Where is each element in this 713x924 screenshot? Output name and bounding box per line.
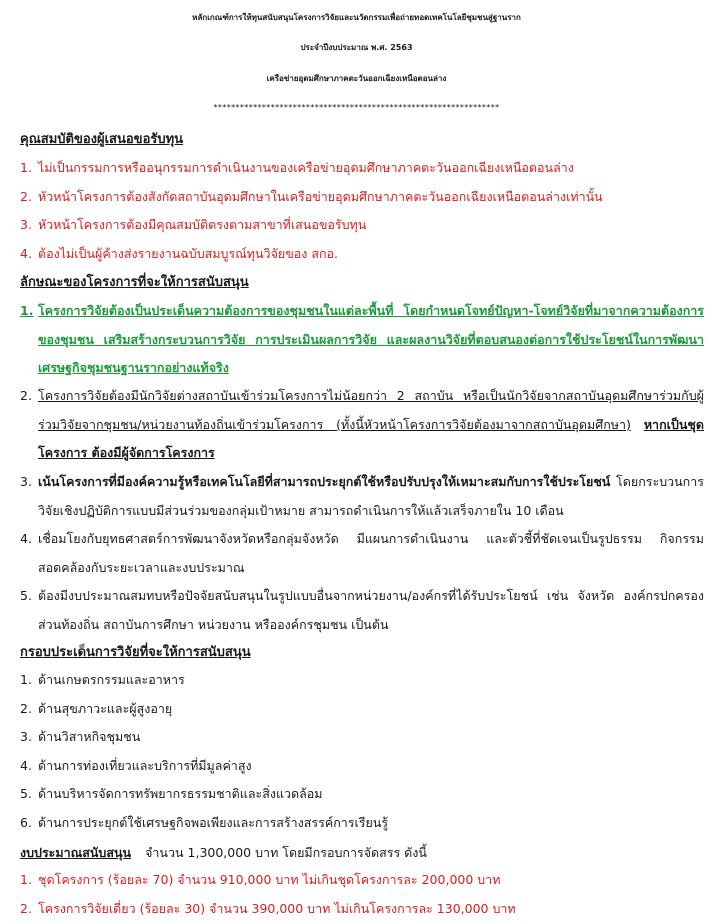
budget-text: จำนวน 1,300,000 บาท โดยมีกรอบการจัดสรร ดังนี้ [145, 845, 427, 860]
budget-item [20, 895, 704, 924]
item-text [38, 468, 704, 525]
framework-item [20, 809, 704, 838]
qualifications-heading: คุณสมบัติของผู้เสนอขอรับทุน [20, 132, 184, 147]
characteristics-heading: ลักษณะของโครงการที่จะให้การสนับสนุน [20, 275, 249, 290]
item-text-main: โครงการวิจัยต้องมีนักวิจัยต่างสถาบันเข้าร่วมโครงการไม่น้อยกว่า 2 สถาบัน หรือเป็นนักวิจัยจากสถาบันอุดมศึกษาร่วมกับผู้ร่วมวิจัยจากชุมชน/หน่วยงานท้องถิ่นเข้าร่วมโครงการ (ทั้งนี้หัวหน้าโครงการวิจัยต้องมาจากสถาบันอุดมศึกษา) [38, 388, 704, 432]
characteristic-item [20, 382, 704, 468]
framework-item [20, 695, 704, 724]
item-text-main: โดยกระบวนการวิจัยเชิงปฏิบัติการแบบมีส่วนร่วมของกลุ่มเป้าหมาย สามารถดำเนินการให้แล้วเสร็จภายใน 10 เดือน [38, 474, 704, 518]
qualification-item [20, 183, 704, 212]
item-number: 2. [20, 701, 32, 716]
item-text: เชื่อมโยงกับยุทธศาสตร์การพัฒนาจังหวัดหรือกลุ่มจังหวัด มีแผนการดำเนินงาน และตัวชี้ที่ชัดเจนเป็นรูปธรรม กิจกรรมสอดคล้องกับระยะเวลาและงบประมาณ [38, 531, 704, 575]
item-number: 6. [20, 815, 32, 830]
item-number: 3. [20, 474, 32, 489]
item-number: 1. [20, 160, 32, 175]
characteristic-item [20, 468, 704, 525]
item-number: 1. [20, 303, 34, 318]
item-number: 1. [20, 872, 32, 887]
item-number: 5. [20, 588, 32, 603]
item-text: ด้านวิสาหกิจชุมชน [38, 729, 141, 744]
framework-item [20, 780, 704, 809]
framework-item [20, 666, 704, 695]
item-text: โครงการวิจัยต้องเป็นประเด็นความต้องการของชุมชนในแต่ละพื้นที่ โดยกำหนดโจทย์ปัญหา-โจทย์วิจัยที่มาจากความต้องการของชุมชน เสริมสร้างกระบวนการวิจัย การประเมินผลการวิจัย และผลงานวิจัยที่ตอบสนองต่อการใช้ประโยชน์ในการพัฒนาเศรษฐกิจชุมชนฐานรากอย่างแท้จริง [38, 303, 704, 375]
item-text: ด้านการท่องเที่ยวและบริการที่มีมูลค่าสูง [38, 758, 252, 773]
document-title: หลักเกณฑ์การให้ทุนสนับสนุนโครงการวิจัยและนวัตกรรมเพื่อถ่ายทอดเทคโนโลยีชุมชนสู่ฐานราก [192, 13, 521, 22]
item-number: 3. [20, 217, 32, 232]
item-text: ต้องมีงบประมาณสมทบหรือปัจจัยสนับสนุนในรูปแบบอื่นจากหน่วยงาน/องค์กรที่ได้รับประโยชน์ เช่น จังหวัด องค์กรปกครองส่วนท้องถิ่น สถาบันการศึกษา หน่วยงาน หรือองค์กรชุมชน เป็นต้น [38, 588, 704, 632]
item-text: โครงการวิจัยเดี่ยว (ร้อยละ 30) จำนวน 390,000 บาท ไม่เกินโครงการละ 130,000 บาท [38, 901, 516, 916]
characteristic-item [20, 297, 704, 383]
network-title: เครือข่ายอุดมศึกษาภาคตะวันออกเฉียงเหนือตอนล่าง [266, 74, 447, 83]
characteristic-item [20, 582, 704, 639]
item-text: หัวหน้าโครงการต้องสังกัดสถาบันอุดมศึกษาในเครือข่ายอุดมศึกษาภาคตะวันออกเฉียงเหนือตอนล่างเท่านั้น [38, 189, 603, 204]
item-text: ไม่เป็นกรรมการหรืออนุกรรมการดำเนินงานของเครือข่ายอุดมศึกษาภาคตะวันออกเฉียงเหนือตอนล่าง [38, 160, 574, 175]
item-text-emphasis: เน้นโครงการที่มีองค์ความรู้หรือเทคโนโลยีที่สามารถประยุกต์ใช้หรือปรับปรุงให้เหมาะสมกับการใช้ประโยชน์ [38, 474, 611, 489]
framework-item [20, 723, 704, 752]
item-text: ต้องไม่เป็นผู้ค้างส่งรายงานฉบับสมบูรณ์ทุนวิจัยของ สกอ. [38, 246, 339, 261]
fiscal-year-title: ประจำปีงบประมาณ พ.ศ. 2563 [300, 43, 413, 52]
budget-label: งบประมาณสนับสนุน [20, 845, 132, 860]
item-text-emphasis: หากเป็นชุดโครงการ ต้องมีผู้จัดการโครงการ [38, 416, 704, 460]
item-number: 3. [20, 729, 32, 744]
budget-item [20, 866, 704, 895]
item-number: 4. [20, 531, 32, 546]
qualification-item [20, 211, 704, 240]
framework-item [20, 752, 704, 781]
item-text [38, 382, 704, 468]
item-number: 5. [20, 786, 32, 801]
item-text: ด้านบริหารจัดการทรัพยากรธรรมชาติและสิ่งแวดล้อม [38, 786, 323, 801]
item-number: 2. [20, 388, 32, 403]
item-text: ด้านเกษตรกรรมและอาหาร [38, 672, 185, 687]
item-text: ชุดโครงการ (ร้อยละ 70) จำนวน 910,000 บาท ไม่เกินชุดโครงการละ 200,000 บาท [38, 872, 501, 887]
item-number: 2. [20, 901, 32, 916]
item-number: 1. [20, 672, 32, 687]
item-text: หัวหน้าโครงการต้องมีคุณสมบัติตรงตามสาขาที่เสนอขอรับทุน [38, 217, 367, 232]
item-text: ด้านสุขภาวะและผู้สูงอายุ [38, 701, 173, 716]
budget-line [20, 843, 427, 863]
separator-stars: ***************************************************************** [213, 103, 500, 112]
item-number: 4. [20, 246, 32, 261]
framework-heading: กรอบประเด็นการวิจัยที่จะให้การสนับสนุน [20, 645, 251, 660]
item-text: ด้านการประยุกต์ใช้เศรษฐกิจพอเพียงและการสร้างสรรค์การเรียนรู้ [38, 815, 389, 830]
qualification-item [20, 154, 704, 183]
qualification-item [20, 240, 704, 269]
item-number: 2. [20, 189, 32, 204]
item-number: 4. [20, 758, 32, 773]
characteristic-item [20, 525, 704, 582]
